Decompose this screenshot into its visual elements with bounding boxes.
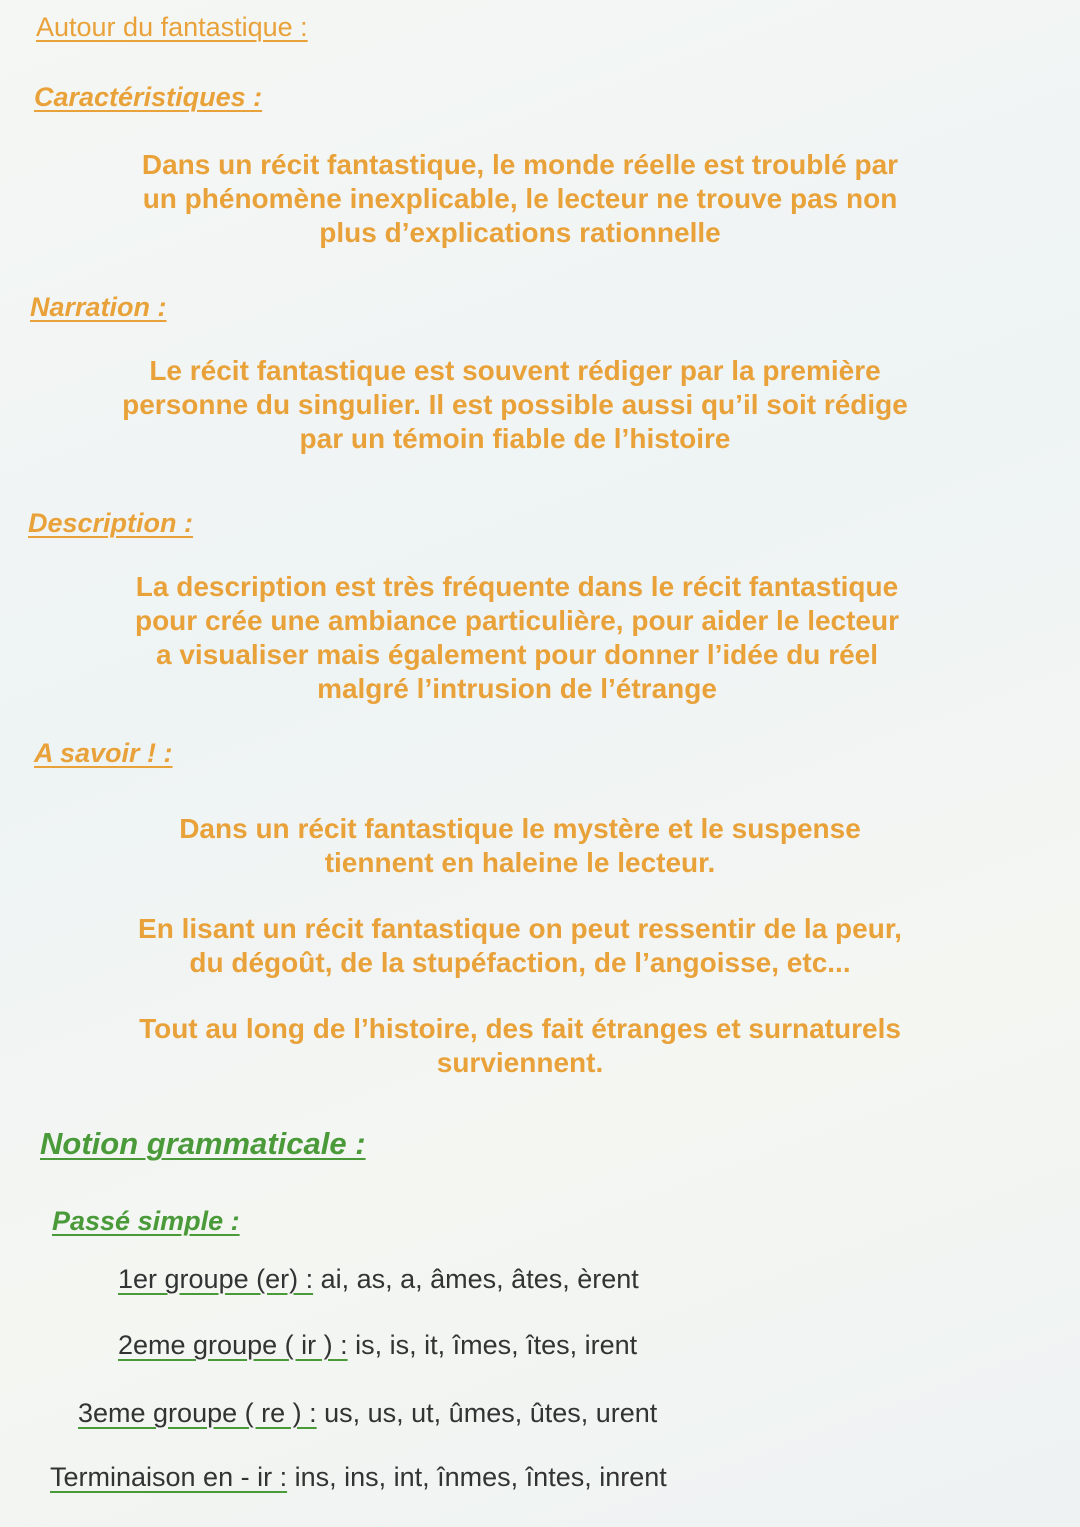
heading-a-savoir: A savoir ! : [34,738,173,768]
grammar-row-terminaison-ir [50,1462,667,1493]
grammar-label: Terminaison en - ir : [50,1462,288,1492]
grammar-endings: is, is, it, îmes, îtes, irent [347,1330,638,1360]
text-line: du dégoût, de la stupéfaction, de l’angoisse, etc... [189,947,851,978]
text-line: En lisant un récit fantastique on peut ressentir de la peur, [138,913,902,944]
text-line: La description est très fréquente dans le récit fantastique [135,571,899,602]
grammar-endings: us, us, ut, ûmes, ûtes, urent [316,1398,658,1428]
text-line: Dans un récit fantastique le mystère et le suspense [179,813,861,844]
text-line: Tout au long de l’histoire, des fait étranges et surnaturels [139,1013,901,1044]
text-line: surviennent. [436,1047,604,1078]
text-line: pour crée une ambiance particulière, pour aider le lecteur [134,605,900,636]
paragraph-savoir-2 [20,912,1020,980]
heading-narration: Narration : [30,292,167,322]
paragraph-savoir-3 [20,1012,1020,1080]
text-line: personne du singulier. Il est possible aussi qu’il soit rédige [122,389,908,420]
text-line: plus d’explications rationnelle [319,217,721,248]
grammar-row-2eme-groupe [118,1330,637,1361]
grammar-endings: ai, as, a, âmes, âtes, èrent [313,1264,639,1294]
text-line: a visualiser mais également pour donner l’idée du réel [155,639,879,670]
paragraph-narration [10,354,1020,456]
paragraph-description [12,570,1022,706]
grammar-row-1er-groupe [118,1264,639,1295]
text-line: malgré l’intrusion de l’étrange [317,673,717,704]
text-line: Le récit fantastique est souvent rédiger par la première [149,355,881,386]
heading-passe-simple: Passé simple : [52,1206,240,1236]
grammar-row-3eme-groupe [78,1398,657,1429]
grammar-label: 1er groupe (er) : [118,1264,314,1294]
text-line: Dans un récit fantastique, le monde réelle est troublé par [141,149,899,180]
grammar-endings: ins, ins, int, înmes, întes, inrent [287,1462,667,1492]
heading-description: Description : [28,508,194,538]
paragraph-savoir-1 [20,812,1020,880]
text-line: un phénomène inexplicable, le lecteur ne trouve pas non [142,183,898,214]
document-title: Autour du fantastique : [36,12,308,42]
grammar-label: 3eme groupe ( re ) : [78,1398,317,1428]
heading-notion-grammaticale: Notion grammaticale : [40,1126,366,1161]
text-line: par un témoin fiable de l’histoire [299,423,731,454]
paragraph-caracteristiques [20,148,1020,250]
heading-caracteristiques: Caractéristiques : [34,82,263,112]
text-line: tiennent en haleine le lecteur. [324,847,716,878]
grammar-label: 2eme groupe ( ir ) : [118,1330,348,1360]
